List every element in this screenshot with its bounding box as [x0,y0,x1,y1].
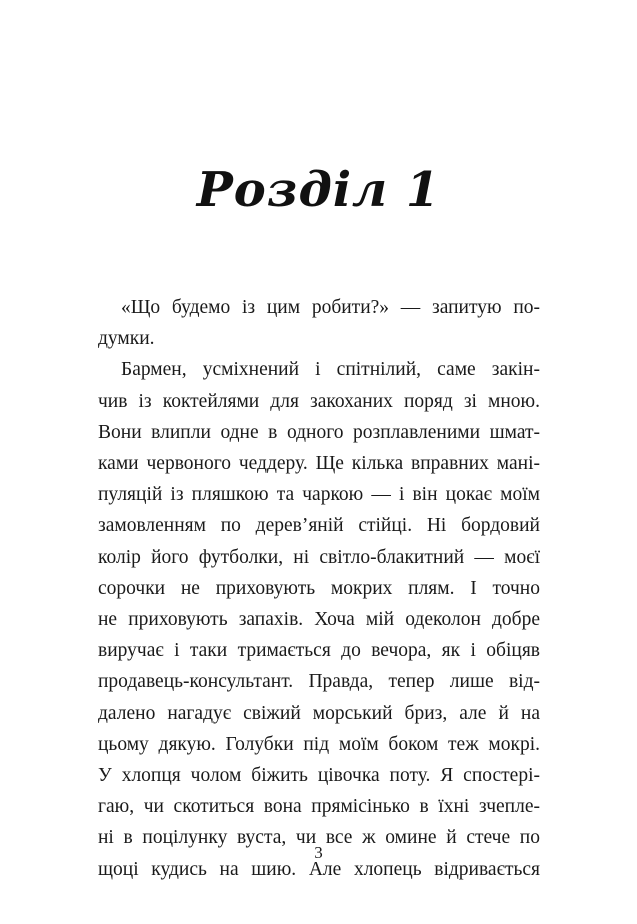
text-line: не приховують запахів. Хоча мій одеколон добре [98,609,540,631]
text-line: виручає і таки тримається до вечора, як і обіцяв [98,640,540,662]
text-line: «Що будемо із цим робити?» — запитую по- [121,297,540,318]
chapter-title: Розділ 1 [196,162,441,218]
text-line: ні в поцілунку вуста, чи все ж омине й стече по [98,827,540,849]
text-line: колір його футболки, ні світло-блакитний — моєї [98,546,540,568]
text-line: замовленням по дерев’яній стійці. Ні бордовий [98,515,540,537]
text-line: цьому дякую. Голубки під моїм боком теж мокрі. [98,733,540,755]
text-line: У хлопця чолом біжить цівочка поту. Я спостері- [98,765,540,787]
body-text [98,292,540,885]
text-line: щоці кудись на шию. Але хлопець відривається [98,858,540,880]
text-line: ками червоного чеддеру. Ще кілька вправних мані- [98,453,540,475]
text-line: гаю, чи скотиться вона прямісінько в їхні зчепле- [98,796,540,818]
text-line: Вони влипли одне в одного розплавленими шмат- [98,421,540,443]
text-line: Бармен, усміхнений і спітнілий, саме закін- [121,359,540,381]
text-line: чив із коктейлями для закоханих поряд зі мною. [98,390,540,412]
page-number: 3 [314,843,323,862]
text-line: продавець-консультант. Правда, тепер лише від- [98,671,540,693]
paragraph-1 [98,292,540,354]
paragraph-2 [98,354,540,884]
text-line: думки. [98,328,155,350]
text-line: сорочки не приховують мокрих плям. І точно [98,577,540,599]
text-line: далено нагадує свіжий морський бриз, але й на [98,702,540,724]
text-line: пуляцій із пляшкою та чаркою — і він цокає моїм [98,484,540,506]
